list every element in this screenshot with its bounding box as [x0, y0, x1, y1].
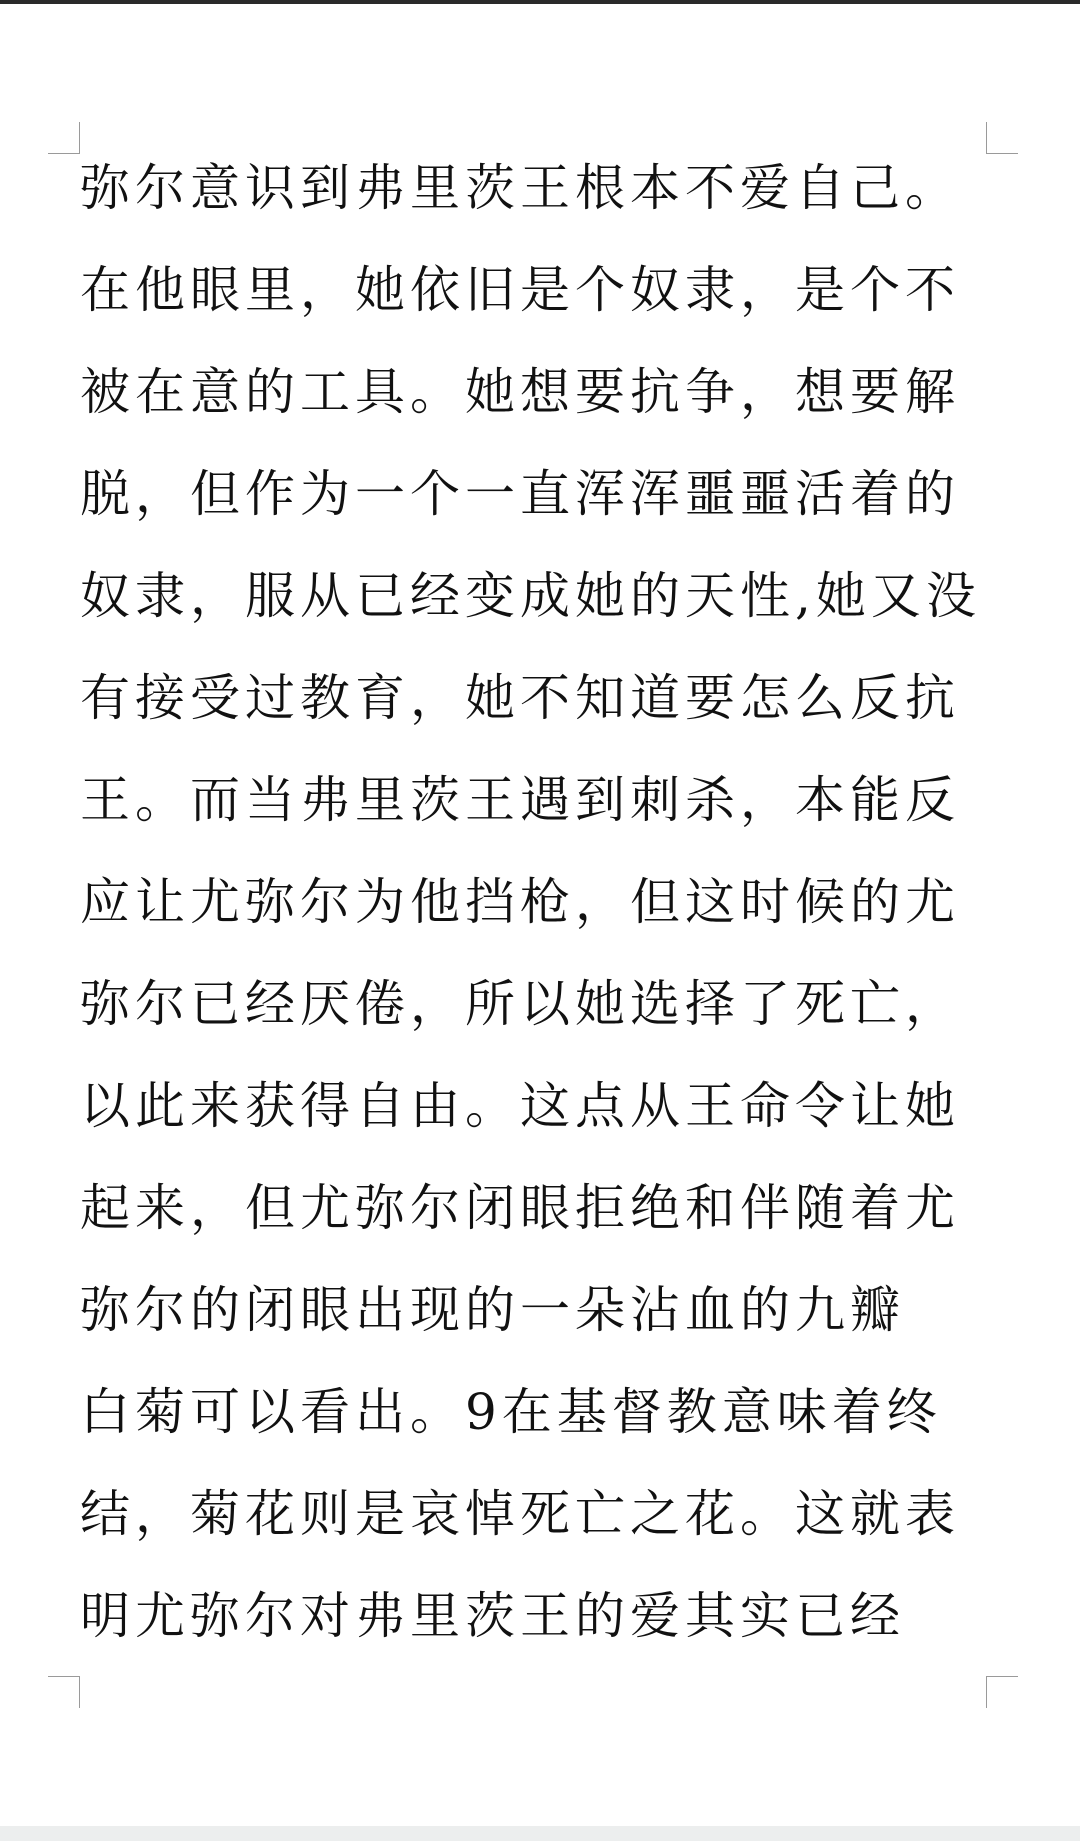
text-line: 王。而当弗里茨王遇到刺杀，本能反 — [80, 771, 960, 829]
text-line: 有接受过教育，她不知道要怎么反抗 — [80, 669, 960, 727]
bottom-toolbar-edge — [0, 1826, 1080, 1841]
text-line: 在他眼里，她依旧是个奴隶，是个不 — [80, 261, 960, 319]
top-divider — [0, 0, 1080, 4]
text-line: 白菊可以看出。9在基督教意味着终 — [80, 1383, 942, 1441]
text-line: 弥尔意识到弗里茨王根本不爱自己。 — [80, 159, 960, 217]
bottom-left-margin-mark — [48, 1676, 80, 1708]
bottom-right-margin-mark — [986, 1676, 1018, 1708]
text-line: 以此来获得自由。这点从王命令让她 — [80, 1077, 960, 1135]
text-line: 起来，但尤弥尔闭眼拒绝和伴随着尤 — [80, 1179, 960, 1237]
text-line: 弥尔已经厌倦，所以她选择了死亡， — [80, 975, 960, 1033]
text-line: 弥尔的闭眼出现的一朵沾血的九瓣 — [80, 1281, 905, 1339]
top-right-margin-mark — [986, 122, 1018, 154]
top-left-margin-mark — [48, 122, 80, 154]
text-line: 奴隶，服从已经变成她的天性,她又没 — [80, 567, 981, 625]
text-line: 应让尤弥尔为他挡枪，但这时候的尤 — [80, 873, 960, 931]
text-line: 明尤弥尔对弗里茨王的爱其实已经 — [80, 1587, 905, 1645]
text-line: 结，菊花则是哀悼死亡之花。这就表 — [80, 1485, 960, 1543]
text-line: 脱，但作为一个一直浑浑噩噩活着的 — [80, 465, 960, 523]
document-body-text — [80, 159, 1000, 1693]
text-line: 被在意的工具。她想要抗争，想要解 — [80, 363, 960, 421]
